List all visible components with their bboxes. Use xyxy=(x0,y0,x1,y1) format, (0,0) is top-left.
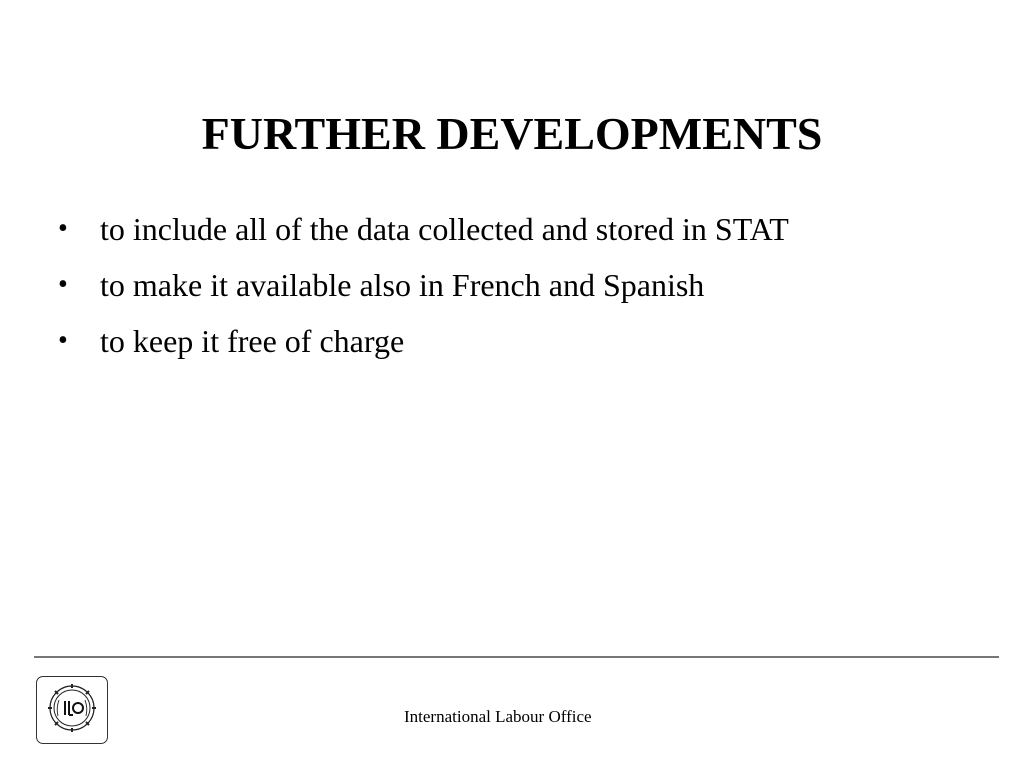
bullet-text: to make it available also in French and Spanish xyxy=(100,267,705,303)
bullet-marker: • xyxy=(58,325,68,356)
slide-title: FURTHER DEVELOPMENTS xyxy=(201,108,823,159)
bullet-item xyxy=(58,318,878,364)
bullet-list xyxy=(58,206,878,374)
bullet-marker: • xyxy=(58,269,68,300)
footer-divider xyxy=(34,656,999,658)
logo-frame xyxy=(36,676,108,744)
bullet-item xyxy=(58,262,878,308)
footer-organization: International Labour Office xyxy=(404,707,592,726)
bullet-marker: • xyxy=(58,213,68,244)
ilo-emblem-icon xyxy=(44,682,100,739)
bullet-text: to keep it free of charge xyxy=(100,323,405,359)
bullet-item xyxy=(58,206,878,252)
bullet-text: to include all of the data collected and stored in STAT xyxy=(100,211,789,247)
